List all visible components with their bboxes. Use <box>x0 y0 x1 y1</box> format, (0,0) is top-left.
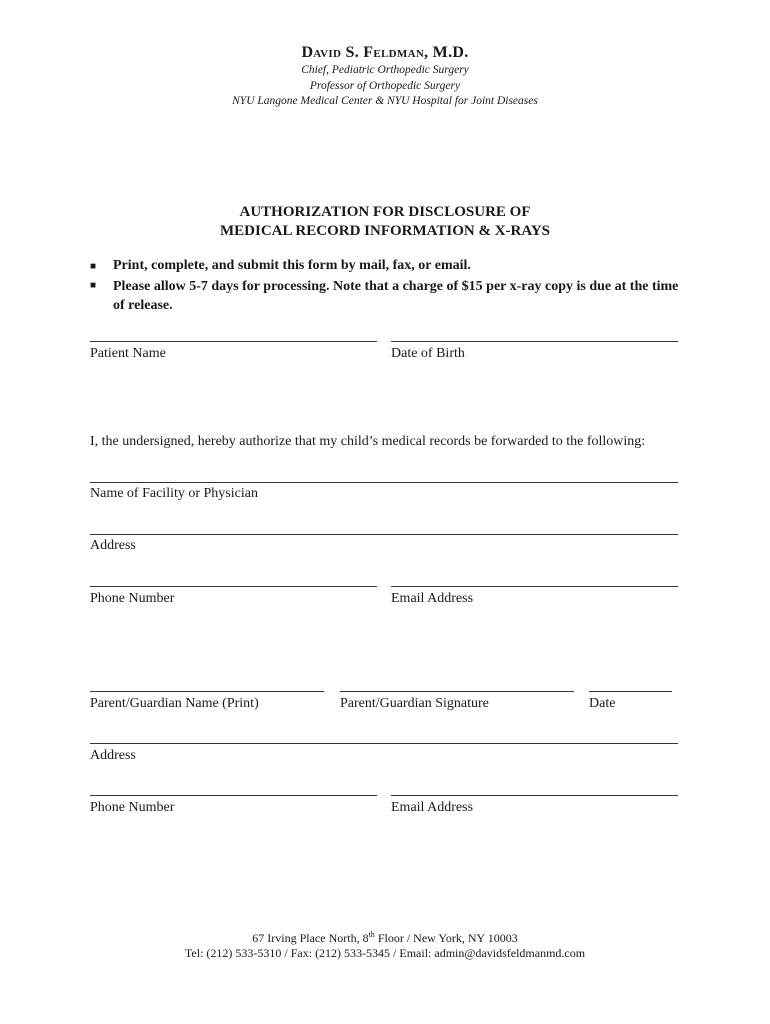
form-title-line2: MEDICAL RECORD INFORMATION & X-RAYS <box>219 223 550 239</box>
facility-name-field[interactable] <box>90 482 678 483</box>
date-of-birth-label: Date of Birth <box>391 346 465 361</box>
guardian-email-field[interactable] <box>391 795 678 796</box>
patient-name-field[interactable] <box>90 341 377 342</box>
authorization-statement: I, the undersigned, hereby authorize that my child’s medical records be forwarded to the following: <box>90 434 646 449</box>
footer-address-text: 67 Irving Place North, 8 <box>252 931 369 945</box>
doctor-name: David S. Feldman, M.D. <box>301 44 469 61</box>
signature-date-label: Date <box>589 696 616 711</box>
footer-contact: Tel: (212) 533-5310 / Fax: (212) 533-5345 / Email: admin@davidsfeldmanmd.com <box>184 946 586 960</box>
recipient-phone-label: Phone Number <box>90 591 175 606</box>
guardian-name-label: Parent/Guardian Name (Print) <box>90 696 259 711</box>
date-of-birth-field[interactable] <box>391 341 678 342</box>
guardian-address-field[interactable] <box>90 743 678 744</box>
facility-name-label: Name of Facility or Physician <box>90 486 258 501</box>
guardian-phone-field[interactable] <box>90 795 377 796</box>
guardian-name-field[interactable] <box>90 691 324 692</box>
guardian-signature-field[interactable] <box>340 691 574 692</box>
instruction-item <box>90 277 680 315</box>
doctor-affiliation: NYU Langone Medical Center & NYU Hospital for Joint Diseases <box>232 95 538 107</box>
recipient-phone-field[interactable] <box>90 586 377 587</box>
square-bullet-icon: ■ <box>90 280 97 291</box>
recipient-address-label: Address <box>90 538 136 553</box>
doctor-position: Professor of Orthopedic Surgery <box>309 80 461 92</box>
guardian-email-label: Email Address <box>391 800 474 815</box>
footer-address-text-end: Floor / New York, NY 10003 <box>374 931 518 945</box>
doctor-title: Chief, Pediatric Orthopedic Surgery <box>301 64 469 76</box>
footer-address <box>0 930 770 946</box>
guardian-signature-label: Parent/Guardian Signature <box>340 696 489 711</box>
instruction-text: Please allow 5-7 days for processing. Note that a charge of $15 per x-ray copy is due at the time of release. <box>113 279 679 313</box>
form-title-line1: AUTHORIZATION FOR DISCLOSURE OF <box>239 204 531 220</box>
square-bullet-icon: ■ <box>90 261 97 272</box>
signature-date-field[interactable] <box>589 691 672 692</box>
recipient-address-field[interactable] <box>90 534 678 535</box>
recipient-email-field[interactable] <box>391 586 678 587</box>
guardian-address-label: Address <box>90 748 136 763</box>
guardian-phone-label: Phone Number <box>90 800 175 815</box>
recipient-email-label: Email Address <box>391 591 474 606</box>
patient-name-label: Patient Name <box>90 346 166 361</box>
footer-address-suffix: th <box>368 930 375 939</box>
instruction-text: Print, complete, and submit this form by mail, fax, or email. <box>113 258 471 273</box>
instruction-item <box>90 258 471 276</box>
